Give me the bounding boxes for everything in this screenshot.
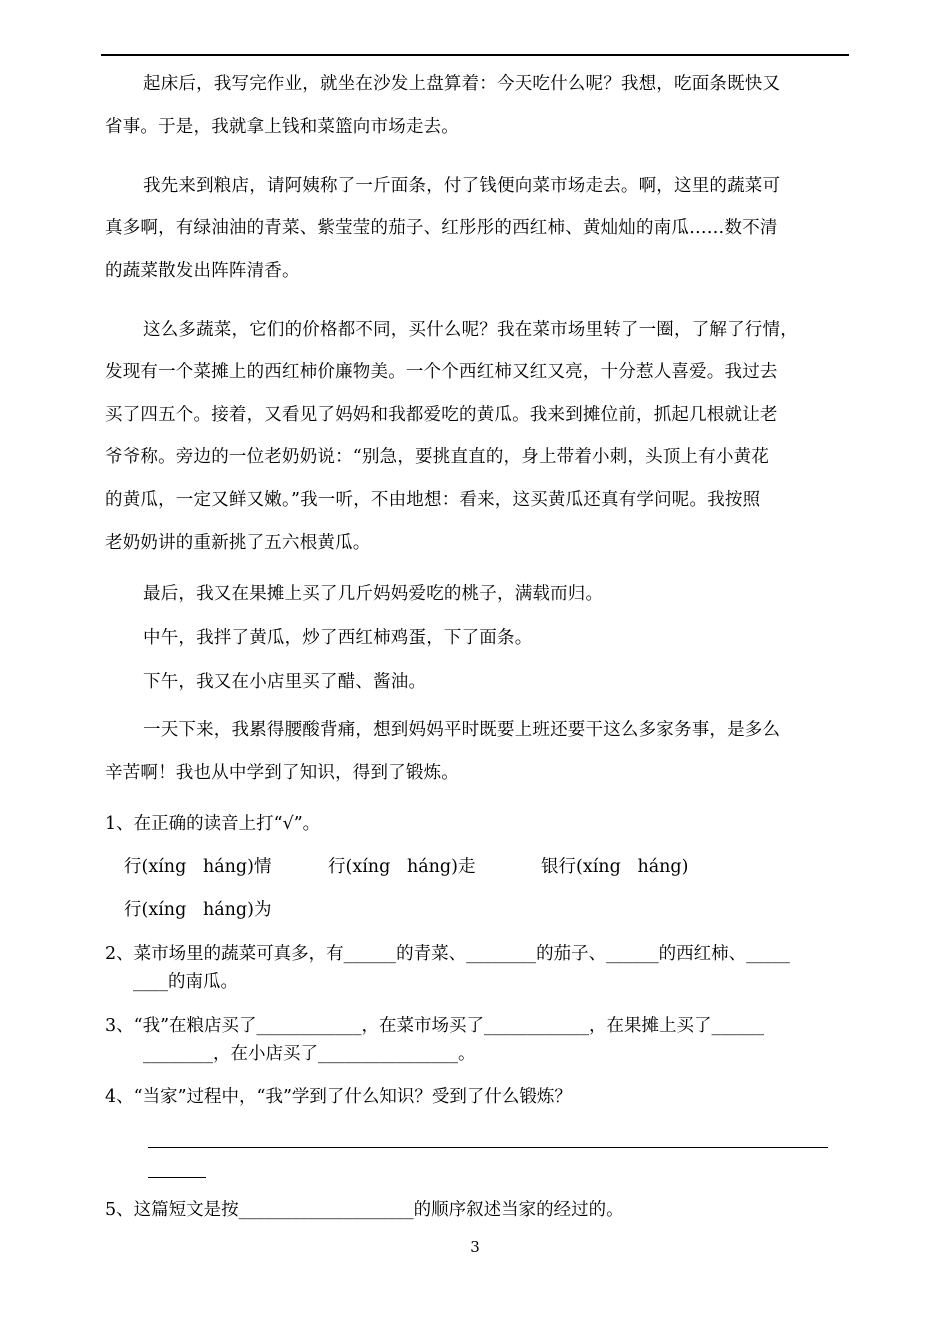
question-2-line2: ____的南瓜。 — [133, 972, 238, 992]
passage-p3-line1: 这么多蔬菜，它们的价格都不同，买什么呢？我在菜市场里转了一圈，了解了行情， — [143, 320, 798, 340]
question-1-item-3: 银行(xíng háng) — [541, 857, 689, 877]
passage-p7-line1: 一天下来，我累得腰酸背痛，想到妈妈平时既要上班还要干这么多家务事，是多么 — [143, 720, 781, 740]
passage-p3-line3: 买了四五个。接着，又看见了妈妈和我都爱吃的黄瓜。我来到摊位前，抓起几根就让老 — [105, 405, 778, 425]
question-2-line1: 2、菜市场里的蔬菜可真多，有______的青菜、________的茄子、______的西红柿、_____ — [105, 944, 790, 964]
answer-line-continuation[interactable] — [148, 1177, 206, 1178]
passage-p3-line6: 老奶奶讲的重新挑了五六根黄瓜。 — [105, 533, 371, 553]
passage-p2-line2: 真多啊，有绿油油的青菜、紫莹莹的茄子、红彤彤的西红柿、黄灿灿的南瓜……数不清 — [105, 218, 778, 238]
question-1-item-2: 行(xíng háng)走 — [328, 857, 476, 877]
question-1-item-1: 行(xíng háng)情 — [124, 857, 272, 877]
passage-p1-line2: 省事。于是，我就拿上钱和菜篮向市场走去。 — [105, 117, 459, 137]
question-1-prompt: 1、在正确的读音上打“√”。 — [105, 814, 321, 834]
passage-p3-line4: 爷爷称。旁边的一位老奶奶说：“别急，要挑直直的，身上带着小刺，头顶上有小黄花 — [105, 447, 770, 467]
question-3-line1: 3、“我”在粮店买了____________，在菜市场买了____________，在果摊上买了______ — [105, 1016, 765, 1036]
passage-p3-line5: 的黄瓜，一定又鲜又嫩。”我一听，不由地想：看来，这买黄瓜还真有学问呢。我按照 — [105, 490, 761, 510]
passage-p3-line2: 发现有一个菜摊上的西红柿价廉物美。一个个西红柿又红又亮，十分惹人喜爱。我过去 — [105, 362, 778, 382]
answer-line[interactable] — [148, 1147, 828, 1148]
header-rule — [101, 54, 849, 56]
question-1-item-4: 行(xíng háng)为 — [124, 900, 272, 920]
question-3-line2: ________，在小店买了________________。 — [143, 1044, 476, 1064]
question-5-prompt: 5、这篇短文是按____________________的顺序叙述当家的经过的。 — [105, 1200, 624, 1220]
passage-p6: 下午，我又在小店里买了醋、酱油。 — [143, 672, 427, 692]
passage-p2-line1: 我先来到粮店，请阿姨称了一斤面条，付了钱便向菜市场走去。啊，这里的蔬菜可 — [143, 176, 781, 196]
passage-p5: 中午，我拌了黄瓜，炒了西红柿鸡蛋，下了面条。 — [143, 628, 533, 648]
passage-p4: 最后，我又在果摊上买了几斤妈妈爱吃的桃子，满载而归。 — [143, 584, 604, 604]
page-number: 3 — [470, 1238, 480, 1256]
question-4-prompt: 4、“当家”过程中，“我”学到了什么知识？受到了什么锻炼？ — [105, 1087, 572, 1107]
passage-p2-line3: 的蔬菜散发出阵阵清香。 — [105, 261, 300, 281]
passage-p1-line1: 起床后，我写完作业，就坐在沙发上盘算着：今天吃什么呢？我想，吃面条既快又 — [143, 74, 781, 94]
passage-p7-line2: 辛苦啊！我也从中学到了知识，得到了锻炼。 — [105, 763, 459, 783]
